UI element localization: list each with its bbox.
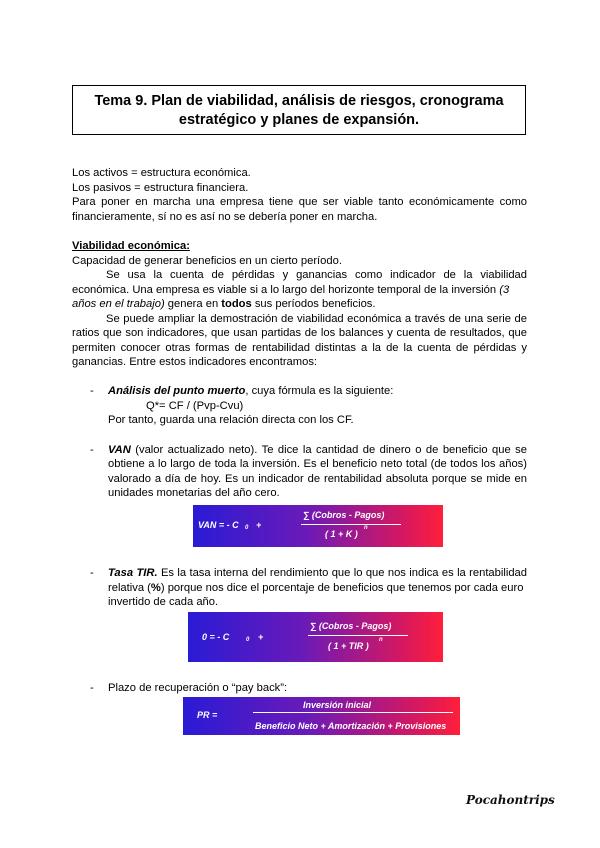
intro-marcha-line1: Para poner en marcha una empresa tiene que ser viable tanto económicamente como <box>72 196 527 208</box>
viabilidad-p1-line1: Se usa la cuenta de pérdidas y ganancias como indicador de la viabilidad <box>106 269 527 281</box>
item-van-line3: valorado a día de hoy. Es un indicador de rentabilidad absoluta porque se mide en <box>108 473 527 485</box>
item-van-line1 <box>108 443 527 458</box>
author-signature: Pocahontrips <box>466 793 555 807</box>
p1-line3-mid: genera en <box>164 298 222 310</box>
pr-formula-lhs: PR = <box>197 710 218 720</box>
punto-muerto-formula: Q*= CF / (Pvp-Cvu) <box>146 400 244 412</box>
viabilidad-p2-line1: Se puede ampliar la demostración de viabilidad económica a través de una serie de <box>106 313 527 325</box>
pr-formula-denominator: Beneficio Neto + Amortización + Provisiones <box>255 721 447 731</box>
punto-muerto-note: Por tanto, guarda una relación directa con los CF. <box>108 414 354 426</box>
tir-formula-sub: 0 <box>246 637 250 643</box>
tir-line1-text: Es la tasa interna del rendimiento que lo que nos indica es la rentabilidad <box>157 567 527 579</box>
section-heading-viabilidad: Viabilidad económica: <box>72 240 190 252</box>
van-formula-image <box>193 505 443 547</box>
van-formula-sub: 0 <box>245 525 249 531</box>
pr-fraction-bar <box>253 712 453 713</box>
item-tir-line3: invertido de cada año. <box>108 596 219 608</box>
tir-pct: % <box>150 582 161 594</box>
van-line1-text: (valor actualizado neto). Te dice la cantidad de dinero o de beneficio que se <box>130 444 527 456</box>
van-formula-exp: n <box>364 525 368 531</box>
tir-formula-numerator: ∑ (Cobros - Pagos) <box>310 621 392 631</box>
item-tir-line2 <box>108 581 527 596</box>
payback-formula-image <box>183 697 460 735</box>
tir-formula-exp: n <box>379 637 383 643</box>
viabilidad-p2-line2: ratios que son indicadores, que usan partidas de los balances y cuenta de resultados, que <box>72 327 527 339</box>
van-formula-lhs: VAN = - C <box>198 520 239 530</box>
title-line-2: estratégico y planes de expansión. <box>178 112 420 128</box>
bullet-dash: - <box>90 385 94 397</box>
van-label: VAN <box>108 444 131 456</box>
van-fraction-bar <box>301 524 401 525</box>
van-formula-plus: + <box>256 520 262 530</box>
viabilidad-p1-line3 <box>72 297 527 312</box>
van-formula-denominator: ( 1 + K ) <box>325 529 358 539</box>
intro-pasivos: Los pasivos = estructura financiera. <box>72 182 249 194</box>
punto-muerto-label: Análisis del punto muerto <box>108 385 246 397</box>
intro-activos: Los activos = estructura económica. <box>72 167 251 179</box>
tir-formula-plus: + <box>258 632 264 642</box>
p1-line2-text: económica. Una empresa es viable si a lo largo del horizonte temporal de la inversión <box>72 284 497 296</box>
p1-line3-end: sus períodos beneficios. <box>251 298 376 310</box>
viabilidad-p2-line3: permiten conocer otras formas de rentabilidad distintas a la de la cuenta de pérdidas y <box>72 342 527 354</box>
bullet-dash: - <box>90 567 94 579</box>
tir-formula-lhs: 0 = - C <box>202 632 230 642</box>
p1-paren-b: años en el trabajo) <box>72 298 165 310</box>
p1-todos: todos <box>221 298 252 310</box>
p1-paren-a: (3 <box>499 284 510 296</box>
bullet-dash: - <box>90 444 94 456</box>
punto-muerto-text: , cuya fórmula es la siguiente: <box>245 385 394 397</box>
title-line-1: Tema 9. Plan de viabilidad, análisis de riesgos, cronograma <box>94 93 504 109</box>
item-punto-muerto <box>108 384 527 399</box>
tir-label: Tasa TIR. <box>108 567 158 579</box>
intro-marcha-line2: financieramente, sí no es así no se debería poner en marcha. <box>72 211 378 223</box>
tir-formula-image <box>188 612 443 662</box>
tir-line2b: ) porque nos dice el porcentaje de beneficios que tenemos por cada euro <box>160 582 524 594</box>
bullet-dash: - <box>90 682 94 694</box>
viabilidad-p1-line2 <box>72 283 527 298</box>
viabilidad-p2-line4: ganancias. Entre estos indicadores encontramos: <box>72 356 318 368</box>
page-title <box>72 85 526 135</box>
item-van-line2: obtiene a lo largo de toda la inversión. Es el beneficio neto total (de todos los años) <box>108 458 527 470</box>
viabilidad-capacidad: Capacidad de generar beneficios en un cierto período. <box>72 255 342 267</box>
item-tir-line1 <box>108 566 527 581</box>
tir-formula-denominator: ( 1 + TIR ) <box>328 641 369 651</box>
item-payback: Plazo de recuperación o “pay back”: <box>108 682 288 694</box>
tir-line2a: relativa ( <box>108 582 151 594</box>
tir-fraction-bar <box>308 635 408 636</box>
item-van-line4: unidades monetarias del año cero. <box>108 487 280 499</box>
pr-formula-numerator: Inversión inicial <box>303 700 372 710</box>
van-formula-numerator: ∑ (Cobros - Pagos) <box>303 510 385 520</box>
